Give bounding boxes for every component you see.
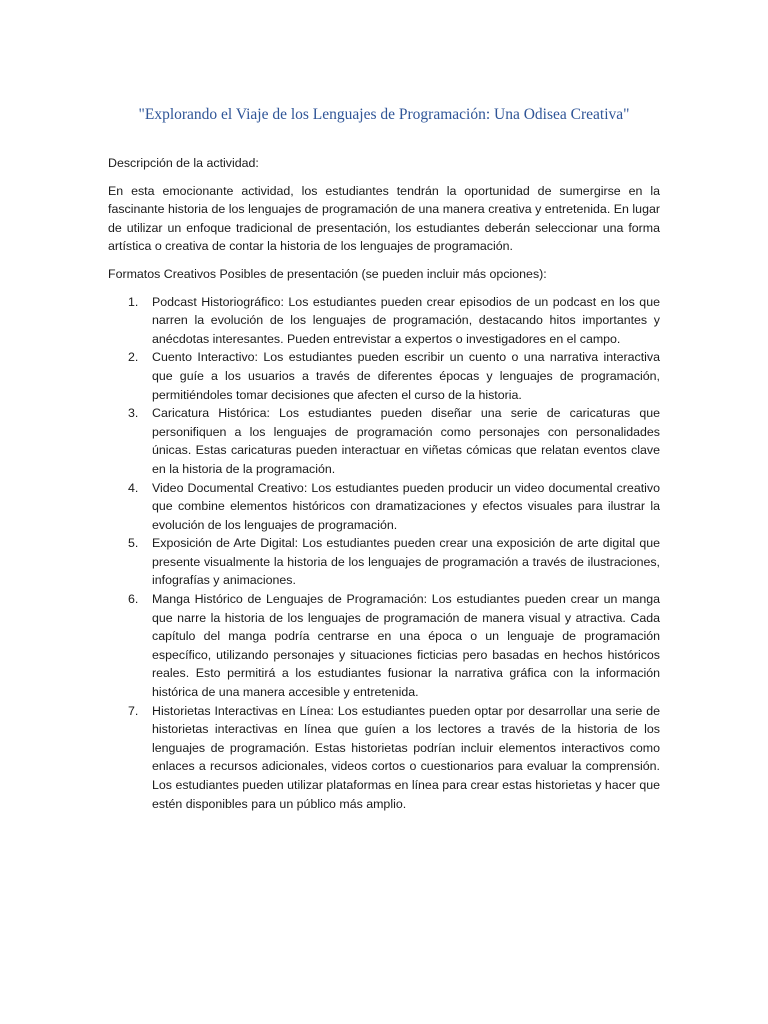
list-item-text: Podcast Historiográfico: Los estudiantes pueden crear episodios de un podcast en los que narren la evolución de los lenguajes de programación, destacando hitos importantes y anécdotas interesantes. Pueden entrevistar a expertos o investigadores en el campo. — [152, 294, 660, 346]
list-item-number: 2. — [128, 350, 139, 365]
activity-description: En esta emocionante actividad, los estudiantes tendrán la oportunidad de sumergirse en la fascinante historia de los lenguajes de programación de una manera creativa y entretenida. En lugar de utilizar un enfoque tradicional de presentación, los estudiantes deberán seleccionar una forma artística o creativa de contar la historia de los lenguajes de programación. — [108, 183, 660, 254]
list-item-text: Manga Histórico de Lenguajes de Programación: Los estudiantes pueden crear un manga que narre la historia de los lenguajes de programación de manera visual y atractiva. Cada capítulo del manga podría centrarse en una época o un lenguaje de programación específico, utilizando personajes y situaciones ficticias pero basadas en hechos históricos reales. Esto permitirá a los estudiantes fusionar la narrativa gráfica con la información histórica de una manera accesible y entretenida. — [152, 592, 660, 700]
list-item — [108, 702, 660, 814]
document-body — [108, 154, 660, 813]
list-item-number: 4. — [128, 480, 139, 495]
list-item-text: Video Documental Creativo: Los estudiantes pueden producir un video documental creativo que combine elementos históricos con dramatizaciones y efectos visuales para ilustrar la evolución de los lenguajes de programación. — [152, 480, 660, 532]
list-item-number: 6. — [128, 592, 139, 607]
formats-list — [108, 293, 660, 814]
list-item — [108, 293, 660, 349]
list-item — [108, 479, 660, 535]
formats-heading: Formatos Creativos Posibles de presentación (se pueden incluir más opciones): — [108, 266, 547, 281]
list-item — [108, 534, 660, 590]
list-item-number: 1. — [128, 294, 139, 309]
list-item-number: 5. — [128, 536, 139, 551]
document-title: "Explorando el Viaje de los Lenguajes de Programación: Una Odisea Creativa" — [138, 106, 630, 123]
list-item-text: Cuento Interactivo: Los estudiantes pueden escribir un cuento o una narrativa interactiva que guíe a los usuarios a través de diferentes épocas y lenguajes de programación, permitiéndoles tomar decisiones que afecten el curso de la historia. — [152, 350, 660, 402]
list-item — [108, 590, 660, 702]
activity-heading: Descripción de la actividad: — [108, 156, 259, 170]
list-item — [108, 404, 660, 478]
list-item-text: Exposición de Arte Digital: Los estudiantes pueden crear una exposición de arte digital que presente visualmente la historia de los lenguajes de programación a través de ilustraciones, infografías y animaciones. — [152, 536, 660, 588]
list-item — [108, 348, 660, 404]
list-item-text: Historietas Interactivas en Línea: Los estudiantes pueden optar por desarrollar una serie de historietas interactivas en línea que guíen a los lectores a través de la historia de los lenguajes de programación. Estas historietas podrían incluir elementos interactivos como enlaces a recursos adicionales, videos cortos o cuestionarios para evaluar la comprensión. Los estudiantes pueden utilizar plataformas en línea para crear estas historietas y hacer que estén disponibles para un público más amplio. — [152, 703, 660, 811]
list-item-text: Caricatura Histórica: Los estudiantes pueden diseñar una serie de caricaturas que personifiquen a los lenguajes de programación como personajes con personalidades únicas. Estas caricaturas pueden interactuar en viñetas cómicas que relatan eventos clave en la historia de la programación. — [152, 406, 660, 476]
list-item-number: 7. — [128, 703, 139, 718]
list-item-number: 3. — [128, 406, 139, 421]
